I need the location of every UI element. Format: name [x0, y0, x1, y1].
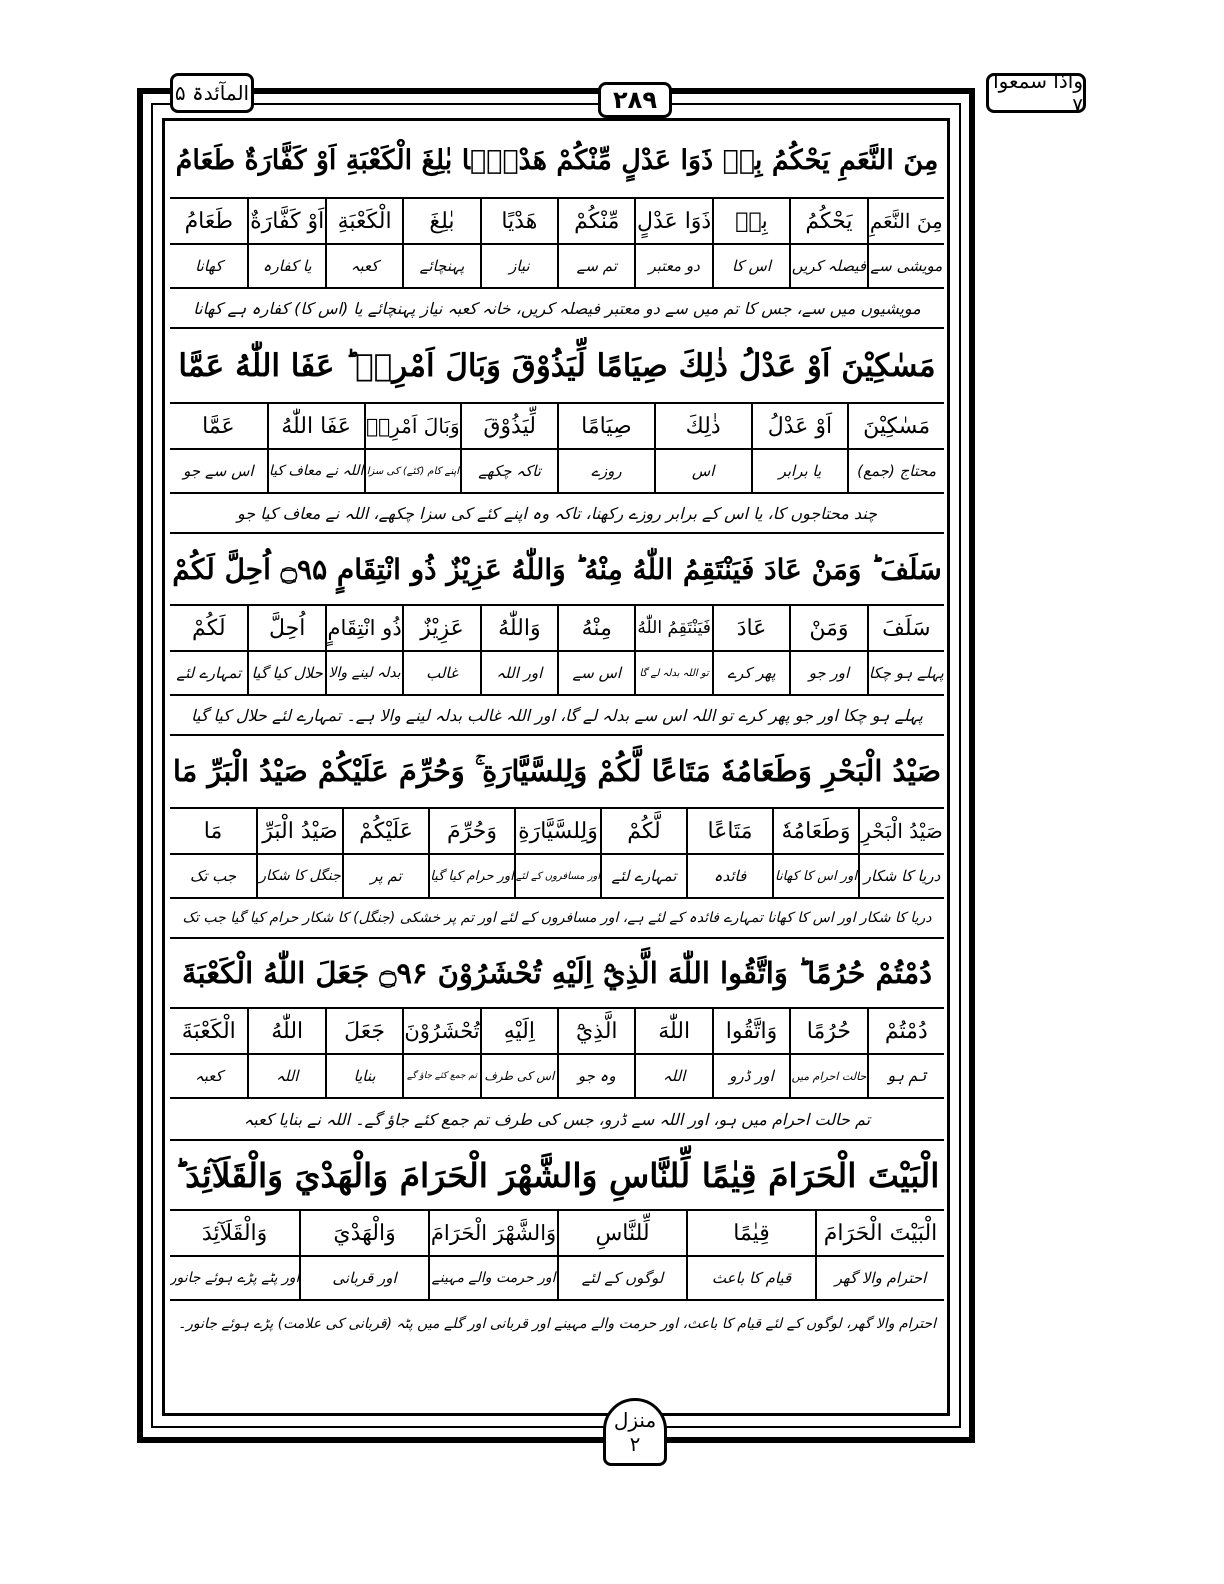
urdu-translation: چند محتاجوں کا، یا اس کے برابر روزے رکھنا، تاکہ وہ اپنے کئے کی سزا چکھے، اللہ نے معاف کیا جو	[170, 494, 944, 534]
urdu-meaning-cell: اس	[654, 450, 751, 492]
ayah-section	[170, 736, 944, 939]
urdu-meaning-cell: اور مسافروں کے لئے	[514, 855, 600, 897]
urdu-meaning-cell: تمہارے لئے	[600, 855, 686, 897]
arabic-words-row	[170, 1211, 944, 1255]
arabic-word-cell: تُحْشَرُوْنَ	[402, 1009, 479, 1053]
arabic-word-cell: ذٰلِكَ	[654, 404, 751, 448]
arabic-word-cell: حُرُمًا	[789, 1009, 866, 1053]
manzil-label: منزل	[613, 1408, 657, 1432]
arabic-word-cell: وَاتَّقُوا	[712, 1009, 789, 1053]
urdu-meaning-cell: دریا کا شکار	[858, 855, 944, 897]
arabic-word-cell: ذَوَا عَدْلٍ	[634, 199, 711, 243]
urdu-translation: پہلے ہو چکا اور جو پھر کرے تو اللہ اس سے بدلہ لے گا، اور اللہ غالب بدلہ لینے والا ہے۔ تمہارے لئے حلال کیا گیا	[170, 696, 944, 736]
arabic-word-cell: اللّٰهُ	[247, 1009, 324, 1053]
surah-name-tab: المآئدۃ ۵	[170, 73, 254, 113]
arabic-word-cell: بِهٖ	[712, 199, 789, 243]
ayah-text: الْبَيْتَ الْحَرَامَ قِيٰمًا لِّلنَّاسِ وَالشَّهْرَ الْحَرَامَ وَالْهَدْيَ وَالْقَلَآئِدَ ؕ	[170, 1141, 944, 1211]
urdu-meaning-cell: بنایا	[325, 1055, 402, 1097]
urdu-meaning-cell: یا برابر	[751, 450, 848, 492]
arabic-word-cell: طَعَامُ	[184, 208, 234, 234]
urdu-meanings-row	[170, 853, 944, 897]
arabic-word-cell: بٰلِغَ	[402, 199, 479, 243]
arabic-word-cell: صَيْدُ الْبَحْرِ	[858, 809, 944, 853]
word-meaning-table	[170, 1009, 944, 1099]
urdu-meaning-cell: پہلے ہو چکا	[867, 652, 944, 694]
urdu-meaning-cell: تم پر	[342, 855, 428, 897]
arabic-word-cell: الْكَعْبَةِ	[325, 199, 402, 243]
arabic-word-cell: اَوْ عَدْلُ	[751, 404, 848, 448]
urdu-meaning-cell: کھانا	[195, 257, 223, 275]
arabic-word-cell: وَاللّٰهُ	[480, 606, 557, 650]
urdu-meaning-cell: اللہ	[634, 1055, 711, 1097]
word-meaning-table	[170, 404, 944, 494]
urdu-meaning-cell: اللہ نے معاف کیا	[267, 450, 364, 492]
urdu-meaning-cell: اور پٹے پڑے ہوئے جانور	[170, 1270, 300, 1286]
urdu-meaning-cell: پہنچائے	[402, 245, 479, 287]
arabic-word-cell: دُمْتُمْ	[867, 1009, 944, 1053]
manzil-number: ۲	[629, 1432, 641, 1456]
arabic-word-cell: لَّكُمْ	[600, 809, 686, 853]
urdu-translation: تم حالت احرام میں ہو، اور اللہ سے ڈرو، جس کی طرف تم جمع کئے جاؤ گے۔ اللہ نے بنایا کعبہ	[170, 1099, 944, 1141]
arabic-word-cell: وَمَنْ	[789, 606, 866, 650]
manzil-badge	[603, 1398, 667, 1466]
urdu-meaning-cell: تم جمع کئے جاؤ گے	[402, 1055, 479, 1097]
arabic-word-cell: مِنْهُ	[557, 606, 634, 650]
urdu-meaning-cell: اس سے	[557, 652, 634, 694]
urdu-meaning-cell: تم سے	[557, 245, 634, 287]
arabic-word-cell: وَلِلسَّيَّارَةِ	[514, 809, 600, 853]
page-number: ۲۸۹	[598, 82, 672, 118]
urdu-meaning-cell: فیصلہ کریں	[789, 245, 866, 287]
arabic-word-cell: مَسٰكِيْنَ	[847, 404, 944, 448]
arabic-word-cell: عَادَ	[712, 606, 789, 650]
urdu-meaning-cell: پھر کرے	[712, 652, 789, 694]
word-meaning-table	[170, 606, 944, 696]
urdu-meanings-row	[170, 650, 944, 694]
urdu-meaning-cell: اور جو	[789, 652, 866, 694]
arabic-word-cell: فَيَنْتَقِمُ اللّٰهُ	[634, 606, 711, 650]
urdu-meaning-cell: یا کفارہ	[247, 245, 324, 287]
urdu-meaning-cell: اللہ	[247, 1055, 324, 1097]
urdu-translation: مویشیوں میں سے، جس کا تم میں سے دو معتبر فیصلہ کریں، خانہ کعبہ نیاز پہنچائے یا (اس کا) کفارہ ہے کھانا	[170, 289, 944, 329]
urdu-meaning-cell: اس سے جو	[183, 462, 254, 480]
urdu-meanings-row	[170, 243, 944, 287]
arabic-word-cell: مِنَ النَّعَمِ	[867, 199, 944, 243]
arabic-word-cell: عَمَّا	[202, 413, 235, 439]
arabic-word-cell: اِلَيْهِ	[480, 1009, 557, 1053]
urdu-meaning-cell: دو معتبر	[634, 245, 711, 287]
urdu-meaning-cell: حلال کیا گیا	[247, 652, 324, 694]
arabic-word-cell: وَحُرِّمَ	[428, 809, 514, 853]
urdu-meaning-cell: محتاج (جمع)	[847, 450, 944, 492]
urdu-meaning-cell: تاکہ چکھے	[460, 450, 557, 492]
urdu-meaning-cell: تم ہو	[867, 1055, 944, 1097]
urdu-meanings-row	[170, 1053, 944, 1097]
arabic-word-cell: عَزِيْزٌ	[402, 606, 479, 650]
urdu-meaning-cell: کعبہ	[325, 245, 402, 287]
arabic-word-cell: سَلَفَ	[867, 606, 944, 650]
urdu-meaning-cell: وہ جو	[557, 1055, 634, 1097]
arabic-words-row	[170, 606, 944, 650]
arabic-words-row	[170, 404, 944, 448]
urdu-meanings-row	[170, 448, 944, 492]
arabic-word-cell: مَتَاعًا	[686, 809, 772, 853]
arabic-word-cell: وَطَعَامُهٗ	[772, 809, 858, 853]
arabic-word-cell: قِيٰمًا	[686, 1211, 815, 1255]
ayah-text: صَيْدُ الْبَحْرِ وَطَعَامُهٗ مَتَاعًا لَّكُمْ وَلِلسَّيَّارَةِ ۚ وَحُرِّمَ عَلَيْكُمْ صَيْدُ الْبَرِّ مَا	[170, 736, 944, 809]
arabic-word-cell: وَالشَّهْرَ الْحَرَامَ	[428, 1211, 557, 1255]
arabic-word-cell: عَلَيْكُمْ	[342, 809, 428, 853]
arabic-word-cell: اللّٰهَ	[634, 1009, 711, 1053]
urdu-meaning-cell: اور قربانی	[299, 1257, 428, 1299]
urdu-meaning-cell: حالت احرام میں	[789, 1055, 866, 1097]
urdu-meaning-cell: مویشی سے	[867, 245, 944, 287]
page-content	[170, 124, 944, 1347]
urdu-meaning-cell: بدلہ لینے والا	[325, 652, 402, 694]
arabic-word-cell: لِّيَذُوْقَ	[460, 404, 557, 448]
urdu-meaning-cell: اس کی طرف	[480, 1055, 557, 1097]
arabic-word-cell: ذُو انْتِقَامٍ	[325, 606, 402, 650]
arabic-word-cell: عَفَا اللّٰهُ	[267, 404, 364, 448]
urdu-meanings-row	[170, 1255, 944, 1299]
urdu-translation: دریا کا شکار اور اس کا کھانا تمہارے فائدہ کے لئے ہے، اور مسافروں کے لئے اور تم پر خشکی (جنگل) کا شکار حرام کیا گیا جب تک	[170, 899, 944, 939]
urdu-meaning-cell: تمہارے لئے	[176, 664, 242, 682]
urdu-meaning-cell: احترام والا گھر	[815, 1257, 944, 1299]
urdu-meaning-cell: جب تک	[189, 867, 237, 885]
urdu-meaning-cell: روزے	[557, 450, 654, 492]
ayah-text: مِنَ النَّعَمِ يَحْكُمُ بِهٖ ذَوَا عَدْلٍ مِّنْكُمْ هَدْيًۢا بٰلِغَ الْكَعْبَةِ اَوْ كَفَّارَةٌ طَعَامُ	[170, 124, 944, 199]
ayah-section	[170, 124, 944, 329]
arabic-words-row	[170, 1009, 944, 1053]
arabic-word-cell: هَدْيًا	[480, 199, 557, 243]
urdu-meaning-cell: اس کا	[712, 245, 789, 287]
arabic-word-cell: الَّذِيْٓ	[557, 1009, 634, 1053]
arabic-word-cell: صَيْدُ الْبَرِّ	[256, 809, 342, 853]
urdu-meaning-cell: نیاز	[480, 245, 557, 287]
urdu-meaning-cell: کعبہ	[194, 1067, 223, 1085]
ayah-text: دُمْتُمْ حُرُمًا ؕ وَاتَّقُوا اللّٰهَ الَّذِيْٓ اِلَيْهِ تُحْشَرُوْنَ ۝۹۶ جَعَلَ اللّٰهُ الْكَعْبَةَ	[170, 939, 944, 1009]
arabic-word-cell: الْبَيْتَ الْحَرَامَ	[815, 1211, 944, 1255]
urdu-meaning-cell: اور اللہ	[480, 652, 557, 694]
urdu-meaning-cell: تو اللہ بدلہ لے گا	[634, 652, 711, 694]
urdu-meaning-cell: جنگل کا شکار	[256, 855, 342, 897]
arabic-word-cell: صِيَامًا	[557, 404, 654, 448]
arabic-words-row	[170, 809, 944, 853]
ayah-text: مَسٰكِيْنَ اَوْ عَدْلُ ذٰلِكَ صِيَامًا لِّيَذُوْقَ وَبَالَ اَمْرِهٖ ؕ عَفَا اللّٰهُ عَمَّا	[170, 329, 944, 404]
urdu-meaning-cell: اور حرام کیا گیا	[428, 855, 514, 897]
arabic-word-cell: اَوْ كَفَّارَةٌ	[247, 199, 324, 243]
urdu-meaning-cell: اور ڈرو	[712, 1055, 789, 1097]
ayah-section	[170, 1141, 944, 1347]
arabic-word-cell: وَالْقَلَآئِدَ	[201, 1220, 268, 1246]
arabic-word-cell: وَالْهَدْيَ	[299, 1211, 428, 1255]
arabic-word-cell: الْكَعْبَةَ	[181, 1018, 236, 1044]
ayah-section	[170, 939, 944, 1141]
urdu-meaning-cell: فائدہ	[686, 855, 772, 897]
arabic-word-cell: جَعَلَ	[325, 1009, 402, 1053]
arabic-word-cell: يَحْكُمُ	[789, 199, 866, 243]
urdu-meaning-cell: لوگوں کے لئے	[557, 1257, 686, 1299]
arabic-word-cell: اُحِلَّ	[247, 606, 324, 650]
ayah-section	[170, 329, 944, 534]
arabic-word-cell: مَا	[203, 818, 223, 844]
urdu-meaning-cell: قیام کا باعث	[686, 1257, 815, 1299]
urdu-meaning-cell: اور حرمت والے مہینے	[428, 1257, 557, 1299]
urdu-meaning-cell: اور اس کا کھانا	[772, 855, 858, 897]
arabic-word-cell: مِّنْكُمْ	[557, 199, 634, 243]
ayah-section	[170, 534, 944, 736]
arabic-word-cell: لَكُمْ	[192, 615, 226, 641]
para-name-tab: واذا سمعوا ۷	[986, 73, 1086, 113]
urdu-meaning-cell: اپنے کام (کئے) کی سزا	[364, 450, 461, 492]
urdu-meaning-cell: غالب	[402, 652, 479, 694]
ayah-text: سَلَفَ ؕ وَمَنْ عَادَ فَيَنْتَقِمُ اللّٰهُ مِنْهُ ؕ وَاللّٰهُ عَزِيْزٌ ذُو انْتِقَامٍ ۝۹۵ اُحِلَّ لَكُمْ	[170, 534, 944, 606]
word-meaning-table	[170, 199, 944, 289]
arabic-word-cell: لِّلنَّاسِ	[557, 1211, 686, 1255]
arabic-words-row	[170, 199, 944, 243]
word-meaning-table	[170, 1211, 944, 1301]
arabic-word-cell: وَبَالَ اَمْرِهٖ	[364, 404, 461, 448]
word-meaning-table	[170, 809, 944, 899]
urdu-translation: احترام والا گھر، لوگوں کے لئے قیام کا باعث، اور حرمت والے مہینے اور قربانی اور گلے میں پٹہ (قربانی کی علامت) پڑے ہوئے جانور۔	[177, 1316, 937, 1332]
